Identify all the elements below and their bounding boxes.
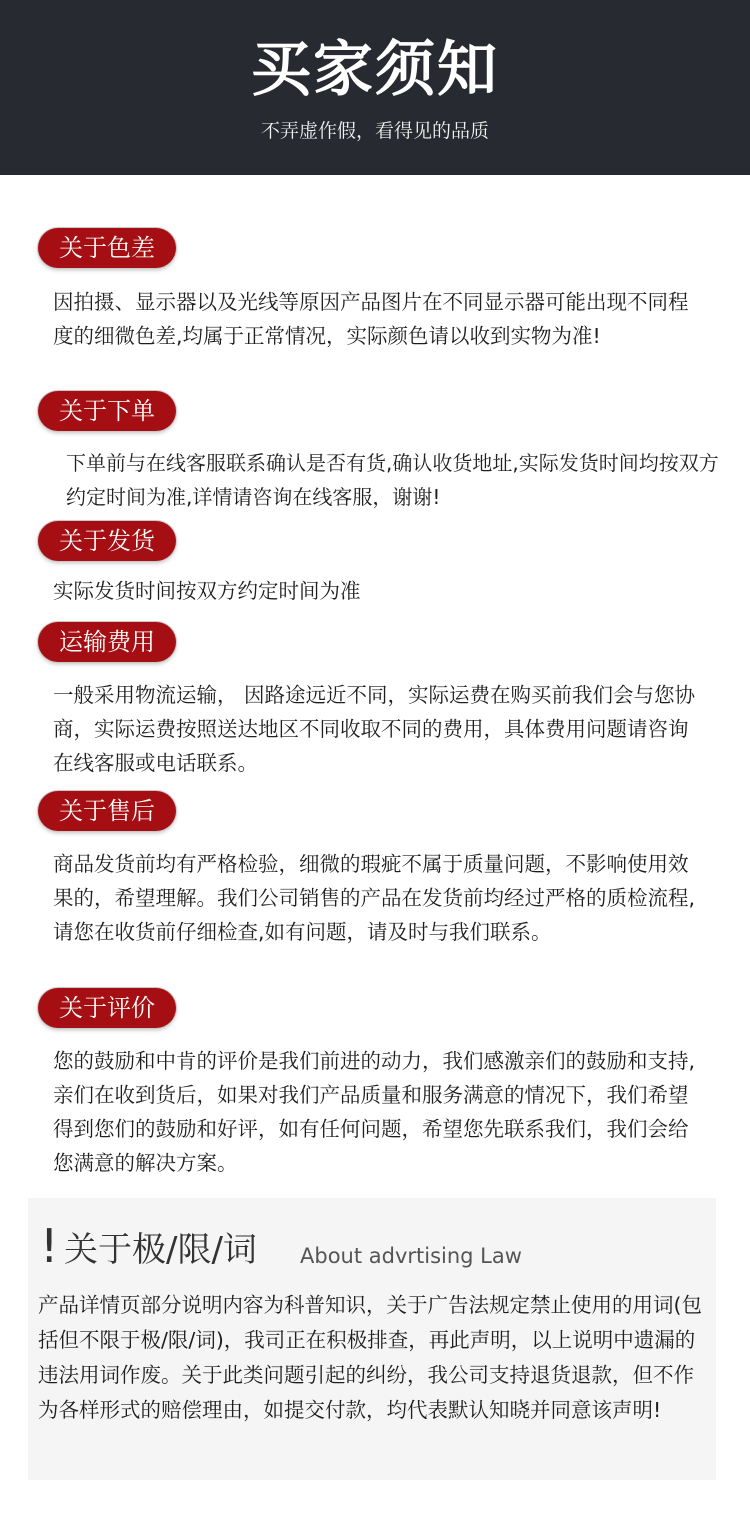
section-text-reviews: 您的鼓励和中肯的评价是我们前进的动力，我们感激亲们的鼓励和支持,亲们在收到货后，如果对我们产品质量和服务满意的情况下，我们希望得到您们的鼓励和好评，如有任何问题，希望您先联系我们，我们会给您满意的解决方案。 bbox=[53, 1049, 696, 1175]
section-text-ordering: 下单前与在线客服联系确认是否有货,确认收货地址,实际发货时间均按双方约定时间为准,详情请咨询在线客服，谢谢! bbox=[66, 451, 719, 509]
header-banner bbox=[0, 0, 750, 175]
section-text-freight: 一般采用物流运输， 因路途远近不同，实际运费在购买前我们会与您协商，实际运费按照送达地区不同收取不同的费用，具体费用问题请咨询在线客服或电话联系。 bbox=[53, 683, 696, 775]
section-text-color-difference: 因拍摄、显示器以及光线等原因产品图片在不同显示器可能出现不同程度的细微色差,均属于正常情况，实际颜色请以收到实物为准! bbox=[53, 290, 689, 348]
section-badge-after-sales: 关于售后 bbox=[38, 791, 176, 831]
page-subtitle: 不弄虚作假，看得见的品质 bbox=[260, 120, 489, 142]
notice-text: 产品详情页部分说明内容为科普知识，关于广告法规定禁止使用的用词(包括但不限于极/限/词)，我司正在积极排查，再此声明，以上说明中遗漏的违法用词作废。关于此类问题引起的纠纷，我公司支持退货退款，但不作为各样形式的赔偿理由，如提交付款，均代表默认知晓并同意该声明! bbox=[38, 1293, 702, 1422]
section-badge-reviews: 关于评价 bbox=[38, 988, 176, 1028]
section-text-shipping: 实际发货时间按双方约定时间为准 bbox=[53, 579, 361, 603]
advertising-law-notice bbox=[28, 1198, 716, 1480]
page-title: 买家须知 bbox=[251, 35, 499, 105]
section-badge-color-difference: 关于色差 bbox=[38, 228, 176, 268]
section-text-after-sales: 商品发货前均有严格检验，细微的瑕疵不属于质量问题，不影响使用效果的，希望理解。我们公司销售的产品在发货前均经过严格的质检流程,请您在收货前仔细检查,如有问题，请及时与我们联系。 bbox=[53, 852, 696, 944]
notice-title: 关于极/限/词 bbox=[64, 1230, 257, 1270]
section-badge-ordering: 关于下单 bbox=[38, 391, 176, 431]
section-badge-shipping: 关于发货 bbox=[38, 521, 176, 561]
notice-subtitle: About advrtising Law bbox=[300, 1244, 522, 1268]
exclamation-icon: ! bbox=[40, 1219, 59, 1273]
section-badge-freight: 运输费用 bbox=[38, 622, 176, 662]
